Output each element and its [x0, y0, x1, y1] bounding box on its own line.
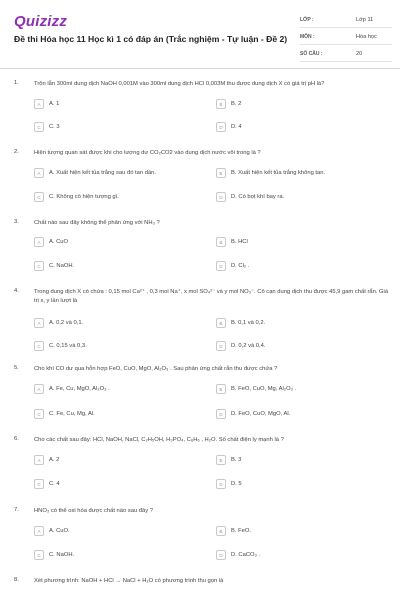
option-letter-box: D [216, 341, 226, 351]
question-number: 2. [14, 149, 19, 155]
question-text: Trộn lẫn 300ml dung dịch NaOH 0,001M vào 300ml dung dịch HCl 0,003M thu được dung dịch X có giá trị pH là? [34, 81, 325, 87]
option-c[interactable] [34, 549, 74, 561]
meta-value: Hóa học [356, 33, 377, 40]
option-text: D. CaCO₃ . [231, 552, 261, 558]
option-text: D. Có bọt khí bay ra. [231, 194, 285, 200]
option-letter-box: D [216, 550, 226, 560]
option-a[interactable] [34, 317, 83, 329]
option-b[interactable] [216, 317, 265, 329]
option-text: D. Cl₂ . [231, 263, 250, 269]
option-letter-box: A [34, 237, 44, 247]
option-text: A. 1 [49, 101, 60, 107]
option-text: B. HCl [231, 239, 248, 245]
question-text: Xét phương trình: NaOH + HCl → NaCl + H₂O có phương trình thu gọn là [34, 578, 224, 584]
option-letter-box: B [216, 237, 226, 247]
option-letter-box: C [34, 479, 44, 489]
option-c[interactable] [34, 260, 74, 272]
option-b[interactable] [216, 525, 251, 537]
option-c[interactable] [34, 340, 87, 352]
option-letter-box: D [216, 192, 226, 202]
option-b[interactable] [216, 98, 241, 110]
meta-row-subject [300, 29, 392, 45]
option-letter-box: D [216, 122, 226, 132]
meta-value: Lớp 11 [356, 16, 374, 23]
option-text: D. 5 [231, 481, 242, 487]
meta-panel [300, 12, 392, 63]
question-text: Trong dung dịch X có chứa : 0,15 mol Ca²⁺ , 0,3 mol Na⁺, x mol SO₄²⁻ và y mol NO₃⁻. Cô cạn dung dịch thu được 45,9 gam chất rắn. Giá trị x, y lần lượt là [34, 289, 389, 304]
option-letter-box: C [34, 122, 44, 132]
option-text: C. NaOH. [49, 552, 75, 558]
meta-value: 20 [356, 50, 363, 57]
option-letter-box: A [34, 99, 44, 109]
option-letter-box: C [34, 550, 44, 560]
option-d[interactable] [216, 191, 284, 203]
option-letter-box: B [216, 526, 226, 536]
meta-label: MÔN : [300, 33, 315, 40]
option-b[interactable] [216, 167, 325, 179]
header-divider [0, 68, 400, 69]
option-text: C. 4 [49, 481, 60, 487]
question-number: 5. [14, 365, 19, 371]
option-c[interactable] [34, 408, 95, 420]
option-text: A. Xuất hiện kết tủa trắng sau đó tan dần. [49, 170, 156, 176]
option-letter-box: A [34, 455, 44, 465]
option-letter-box: B [216, 384, 226, 394]
option-d[interactable] [216, 121, 242, 133]
option-text: C. Không có hiện tượng gì. [49, 194, 119, 200]
option-text: C. 0,15 và 0,3. [49, 343, 87, 349]
option-a[interactable] [34, 525, 70, 537]
option-c[interactable] [34, 191, 119, 203]
question-text: Chất nào sau đây không thể phản ứng với NH₃ ? [34, 220, 160, 226]
option-letter-box: A [34, 526, 44, 536]
option-text: A. CuO. [49, 528, 70, 534]
option-text: A. 2 [49, 457, 60, 463]
option-text: B. FeO. [231, 528, 251, 534]
question-text: Cho các chất sau đây: HCl, NaOH, NaCl, C₂H₅OH, H₃PO₄, C₆H₆ , H₂O. Số chất điện ly mạnh là ? [34, 437, 284, 443]
option-letter-box: A [34, 168, 44, 178]
option-b[interactable] [216, 454, 241, 466]
option-c[interactable] [34, 121, 60, 133]
option-c[interactable] [34, 478, 60, 490]
question-text: Hiện tượng quan sát được khi cho lượng dư CO₂CO2 vào dung dịch nước vôi trong là ? [34, 150, 261, 156]
question-number: 8. [14, 577, 19, 583]
option-text: A. CuO [49, 239, 69, 245]
question-number: 7. [14, 507, 19, 513]
option-text: C. 3 [49, 124, 60, 130]
option-a[interactable] [34, 454, 59, 466]
option-letter-box: D [216, 479, 226, 489]
option-text: B. 3 [231, 457, 242, 463]
option-letter-box: C [34, 341, 44, 351]
question-text: Cho khí CO dư qua hỗn hợp FeO, CuO, MgO, Al₂O₃ . Sau phản ứng chất rắn thu được chứa ? [34, 366, 278, 372]
worksheet-header [0, 0, 400, 66]
option-letter-box: B [216, 318, 226, 328]
option-text: A. 0,2 và 0,1. [49, 320, 84, 326]
option-letter-box: C [34, 261, 44, 271]
option-letter-box: D [216, 261, 226, 271]
option-a[interactable] [34, 167, 156, 179]
option-text: C. NaOH. [49, 263, 75, 269]
option-d[interactable] [216, 549, 260, 561]
question-number: 1. [14, 80, 19, 86]
meta-row-class [300, 12, 392, 28]
quizizz-logo: Quizizz [14, 13, 68, 30]
question-number: 3. [14, 219, 19, 225]
option-a[interactable] [34, 236, 68, 248]
option-text: B. FeO, CuO, Mg, Al₂O₃ . [231, 386, 297, 392]
option-letter-box: B [216, 455, 226, 465]
question-number: 6. [14, 436, 19, 442]
option-a[interactable] [34, 383, 110, 395]
meta-label: LỚP : [300, 16, 314, 23]
worksheet-title: Đề thi Hóa học 11 Học kì 1 có đáp án (Trắc nghiệm - Tự luận - Đề 2) [14, 34, 288, 44]
option-text: B. 0,1 và 0,2. [231, 320, 266, 326]
option-letter-box: A [34, 318, 44, 328]
question-text: HNO₃ có thể oxi hóa được chất nào sau đây ? [34, 508, 153, 514]
option-text: D. FeO, CuO, MgO, Al. [231, 411, 291, 417]
option-text: A. Fe, Cu, MgO, Al₂O₃ . [49, 386, 110, 392]
option-letter-box: C [34, 192, 44, 202]
option-d[interactable] [216, 340, 265, 352]
option-text: B. 2 [231, 101, 242, 107]
option-d[interactable] [216, 408, 290, 420]
option-letter-box: D [216, 409, 226, 419]
meta-label: SỐ CÂU : [300, 50, 323, 57]
meta-row-count [300, 46, 392, 62]
option-letter-box: A [34, 384, 44, 394]
option-b[interactable] [216, 383, 296, 395]
option-letter-box: B [216, 168, 226, 178]
option-b[interactable] [216, 236, 248, 248]
option-a[interactable] [34, 98, 59, 110]
option-d[interactable] [216, 478, 242, 490]
option-letter-box: C [34, 409, 44, 419]
option-text: B. Xuất hiện kết tủa trắng không tan. [231, 170, 326, 176]
option-d[interactable] [216, 260, 249, 272]
option-text: D. 0,2 và 0,4. [231, 343, 266, 349]
option-letter-box: B [216, 99, 226, 109]
option-text: D. 4 [231, 124, 242, 130]
option-text: C. Fe, Cu, Mg, Al. [49, 411, 95, 417]
question-number: 4. [14, 288, 19, 294]
